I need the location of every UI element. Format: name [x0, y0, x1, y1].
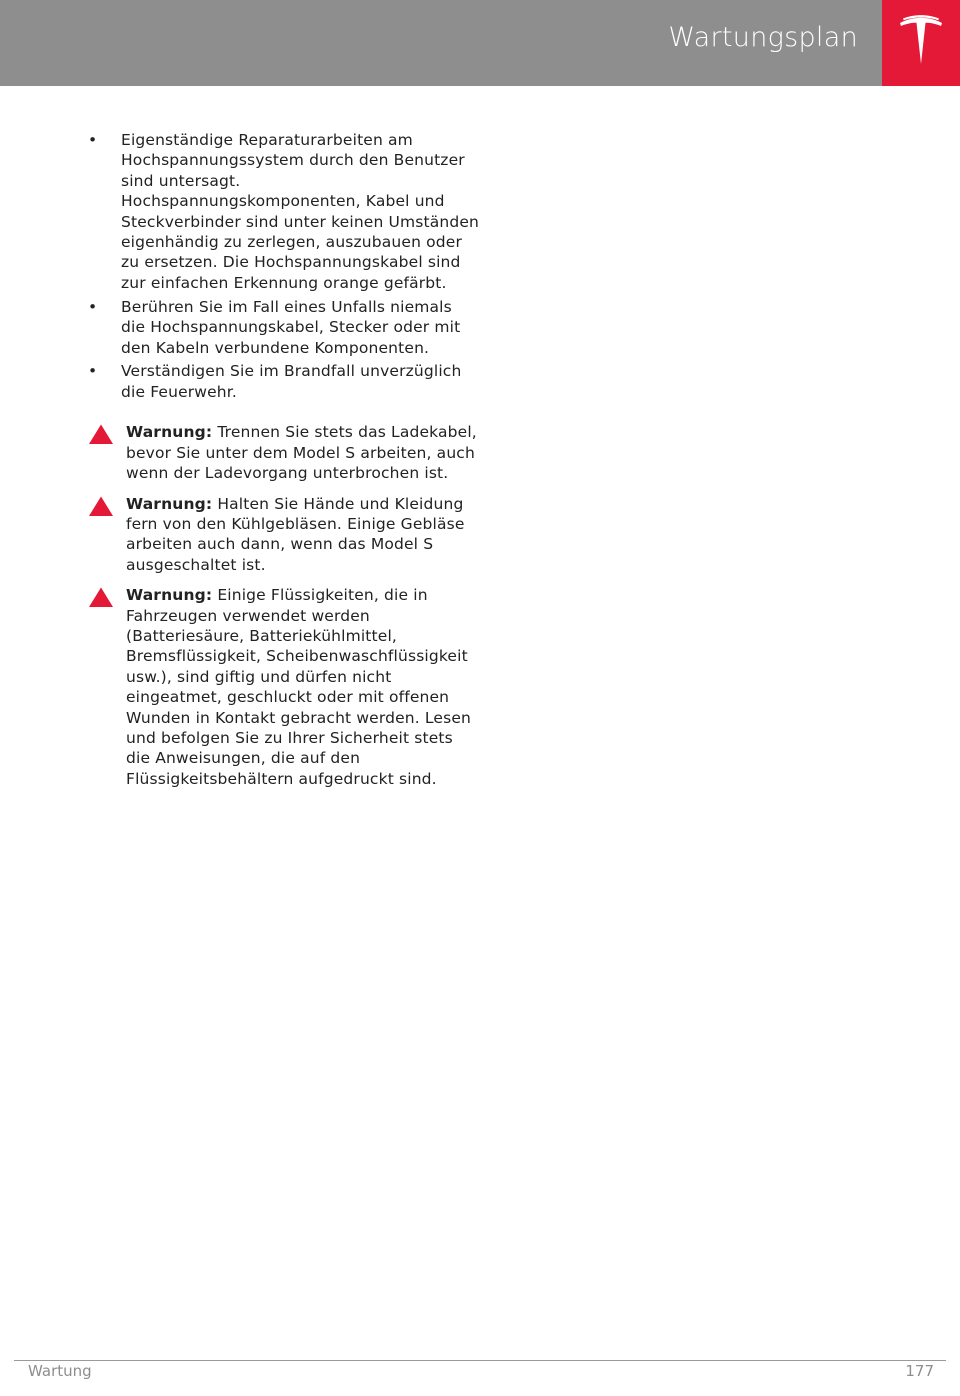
warning-triangle-icon: [88, 495, 114, 517]
warning-text: Trennen Sie stets das Ladekabel, bevor Sie unter dem Model S arbeiten, auch wenn der Ladevorgang unterbrochen ist.: [126, 423, 477, 483]
warning-block: [88, 494, 480, 576]
logo-box: [882, 0, 960, 86]
list-item-text: Eigenständige Reparaturarbeiten am Hochspannungssystem durch den Benutzer sind untersagt. Hochspannungskomponenten, Kabel und Steckverbinder sind unter keinen Umständen eigenhändig zu zerlegen, auszubauen oder zu ersetzen. Die Hochspannungskabel sind zur einfachen Erkennung orange gefärbt.: [121, 131, 480, 292]
bullet-list: [88, 130, 480, 402]
main-content: [88, 130, 480, 789]
warning-block: [88, 585, 480, 789]
warning-label: Warnung:: [126, 494, 213, 513]
warning-label: Warnung:: [126, 423, 213, 442]
warning-label: Warnung:: [126, 586, 213, 605]
warning-triangle-icon: [88, 423, 114, 445]
list-item: [88, 361, 480, 402]
bullet-glyph: •: [88, 362, 98, 381]
warning-text: Einige Flüssigkeiten, die in Fahrzeugen verwendet werden (Batteriesäure, Batteriekühlmittel, Bremsflüssigkeit, Scheibenwaschflüssigkeit usw.), sind giftig und dürfen nicht eingeatmet, geschluckt oder mit offenen Wunden in Kontakt gebracht werden. Lesen und befolgen Sie zu Ihrer Sicherheit stets die Anweisungen, die auf den Flüssigkeitsbehältern aufgedruckt sind.: [126, 586, 471, 788]
page-title: Wartungsplan: [668, 22, 858, 53]
footer-divider: [14, 1360, 946, 1361]
warning-text: Halten Sie Hände und Kleidung fern von den Kühlgebläsen. Einige Gebläse arbeiten auch dann, wenn das Model S ausgeschaltet ist.: [126, 494, 465, 574]
list-item: [88, 297, 480, 358]
warning-block: [88, 422, 480, 483]
bullet-glyph: •: [88, 297, 98, 316]
list-item: [88, 130, 480, 293]
footer-section: Wartung: [28, 1362, 92, 1380]
list-item-text: Verständigen Sie im Brandfall unverzüglich die Feuerwehr.: [121, 362, 462, 401]
list-item-text: Berühren Sie im Fall eines Unfalls niemals die Hochspannungskabel, Stecker oder mit den Kabeln verbundene Komponenten.: [121, 297, 461, 357]
bullet-glyph: •: [88, 131, 98, 149]
tesla-logo-icon: [897, 14, 945, 72]
page-number: 177: [905, 1362, 934, 1380]
warning-triangle-icon: [88, 586, 114, 608]
page-header: [0, 0, 960, 86]
